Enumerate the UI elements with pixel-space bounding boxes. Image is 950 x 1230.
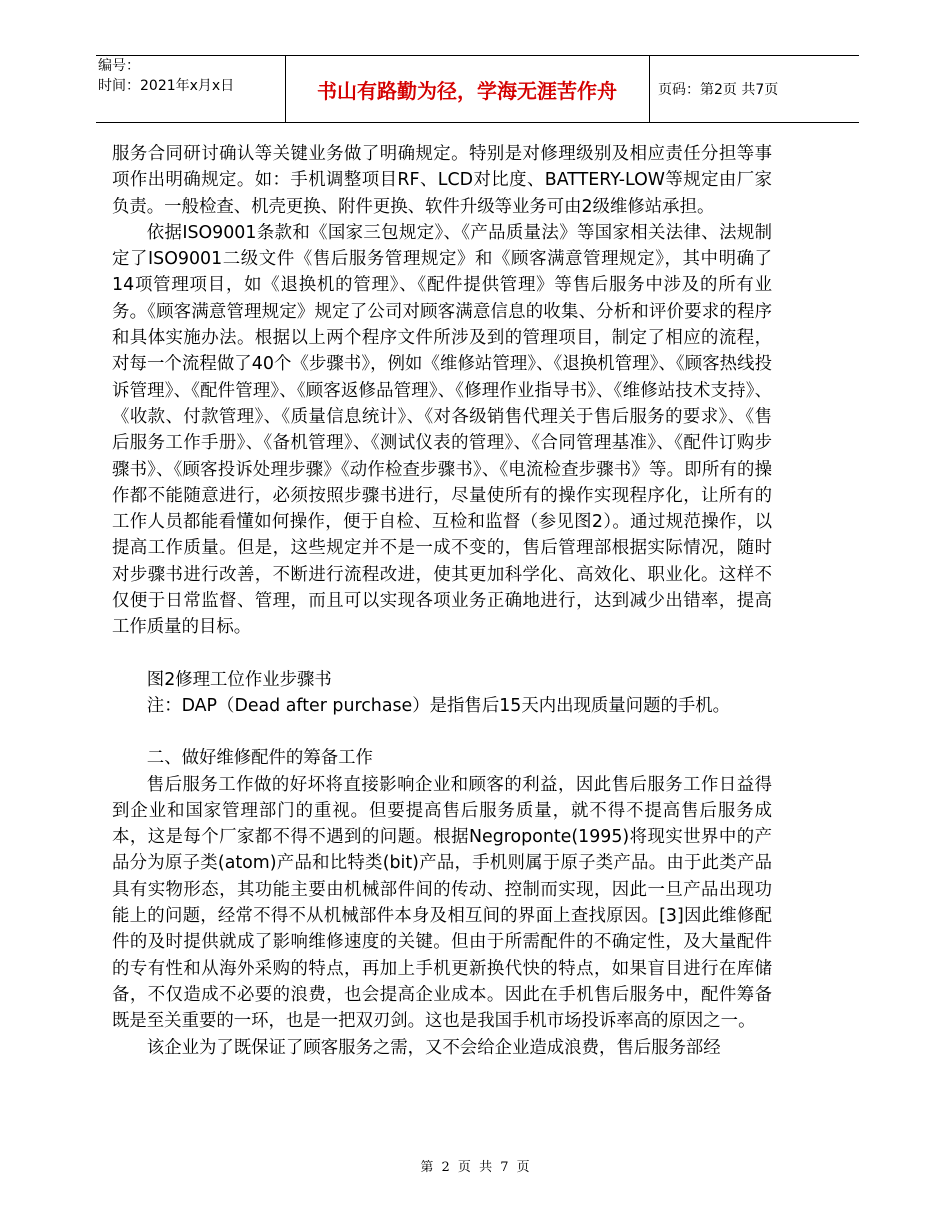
paragraph-enterprise: 该企业为了既保证了顾客服务之需，又不会给企业造成浪费，售后服务部经 <box>146 1037 721 1058</box>
footer-total-pages: 7 <box>500 1160 509 1175</box>
figure-caption: 图2修理工位作业步骤书 <box>146 669 332 690</box>
figure-note: 注：DAP（Dead after purchase）是指售后15天内出现质量问题的手机。 <box>146 695 731 716</box>
footer-gong: 共 <box>479 1160 493 1175</box>
footer-ye-end: 页 <box>516 1160 530 1175</box>
page-header <box>96 55 859 123</box>
paragraph-parts-prep: 售后服务工作做的好坏将直接影响企业和顾客的利益，因此售后服务工作日益得到企业和国家管理部门的重视。但要提高售后服务质量，就不得不提高售后服务成本，这是每个厂家都不得不遇到的问题。根据Negroponte(1995)将现实世界中的产品分为原子类(atom)产品和比特类(bit)产品，手机则属于原子类产品。由于此类产品具有实物形态，其功能主要由机械部件间的传动、控制而实现，因此一旦产品出现功能上的问题，经常不得不从机械部件本身及相互间的界面上查找原因。[3]因此维修配件的及时提供就成了影响维修速度的关键。但由于所需配件的不确定性，及大量配件的专有性和从海外采购的特点，再加上手机更新换代快的特点，如果盲目进行在库储备，不仅造成不必要的浪费，也会提高企业成本。因此在手机售后服务中，配件筹备既是至关重要的一环，也是一把双刃剑。这也是我国手机市场投诉率高的原因之一。 <box>112 774 772 1032</box>
document-body <box>112 141 772 1061</box>
page-footer <box>0 1156 950 1175</box>
footer-page-number: 2 <box>441 1160 450 1175</box>
paragraph-iso9001: 依据ISO9001条款和《国家三包规定》、《产品质量法》等国家相关法律、法规制定了ISO9001二级文件《售后服务管理规定》和《顾客满意管理规定》，其中明确了14项管理项目，如《退换机的管理》、《配件提供管理》等售后服务中涉及的所有业务。《顾客满意管理规定》规定了公司对顾客满意信息的收集、分析和评价要求的程序和具体实施办法。根据以上两个程序文件所涉及到的管理项目，制定了相应的流程，对每一个流程做了40个《步骤书》，例如《维修站管理》、《退换机管理》、《顾客热线投诉管理》、《配件管理》、《顾客返修品管理》、《修理作业指导书》、《维修站技术支持》、《收款、付款管理》、《质量信息统计》、《对各级销售代理关于售后服务的要求》、《售后服务工作手册》、《备机管理》、《测试仪表的管理》、《合同管理基准》、《配件订购步骤书》、《顾客投诉处理步骤》《动作检查步骤书》、《电流检查步骤书》等。即所有的操作都不能随意进行，必须按照步骤书进行，尽量使所有的操作实现程序化，让所有的工作人员都能看懂如何操作，便于自检、互检和监督（参见图2）。通过规范操作，以提高工作质量。但是，这些规定并不是一成不变的，售后管理部根据实际情况，随时对步骤书进行改善，不断进行流程改进，使其更加科学化、高效化、职业化。这样不仅便于日常监督、管理，而且可以实现各项业务正确地进行，达到减少出错率，提高工作质量的目标。 <box>112 222 772 638</box>
header-meta <box>98 56 284 122</box>
spacer <box>112 719 772 745</box>
document-time-label: 时间：2021年x月x日 <box>98 78 235 94</box>
footer-ye: 页 <box>457 1160 471 1175</box>
document-number-label: 编号： <box>98 58 140 74</box>
spacer <box>112 641 772 667</box>
section-heading: 二、做好维修配件的筹备工作 <box>146 748 373 769</box>
paragraph-service-contract: 服务合同研讨确认等关键业务做了明确规定。特别是对修理级别及相应责任分担等事项作出明确规定。如：手机调整项目RF、LCD对比度、BATTERY-LOW等规定由厂家负责。一般检查、机壳更换、附件更换、软件升级等业务可由2级维修站承担。 <box>112 144 772 217</box>
footer-di: 第 <box>420 1160 434 1175</box>
header-divider-right <box>649 56 650 122</box>
header-motto: 书山有路勤为径，学海无涯苦作舟 <box>317 78 617 103</box>
header-page-label: 页码：第2页 共7页 <box>658 82 779 98</box>
